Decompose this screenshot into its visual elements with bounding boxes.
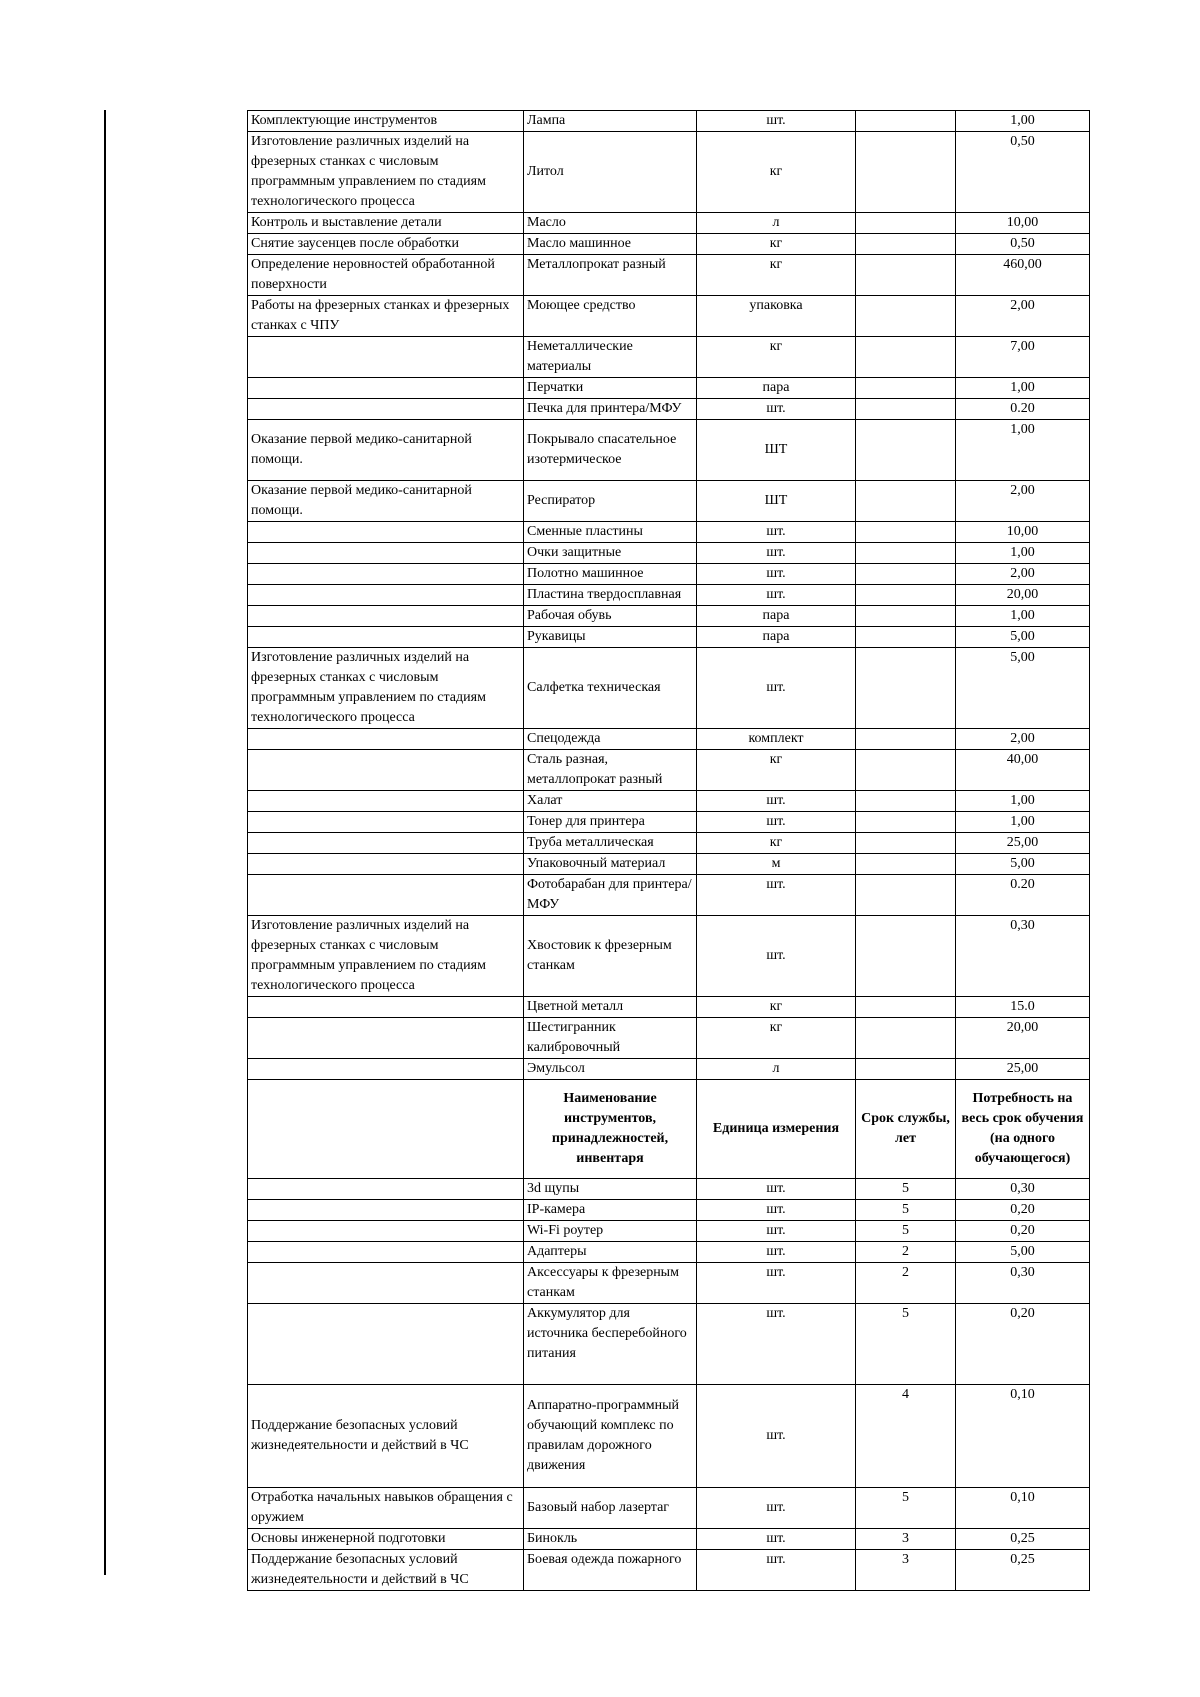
quantity-cell: 5,00 xyxy=(956,1242,1090,1263)
service-life-cell: 5 xyxy=(856,1488,956,1529)
quantity-cell: 1,00 xyxy=(956,543,1090,564)
quantity-cell: 0.20 xyxy=(956,399,1090,420)
service-life-cell xyxy=(856,833,956,854)
quantity-cell: 1,00 xyxy=(956,420,1090,481)
unit-cell: шт. xyxy=(697,564,856,585)
item-name-cell: Тонер для принтера xyxy=(524,812,697,833)
service-life-cell xyxy=(856,399,956,420)
service-life-cell: 3 xyxy=(856,1529,956,1550)
unit-cell: шт. xyxy=(697,875,856,916)
competency-cell xyxy=(248,1263,524,1304)
unit-cell: шт. xyxy=(697,585,856,606)
table-row xyxy=(248,337,1090,378)
item-name-cell: Респиратор xyxy=(524,481,697,522)
service-life-cell: 3 xyxy=(856,1550,956,1591)
service-life-cell xyxy=(856,648,956,729)
table-row xyxy=(248,606,1090,627)
competency-cell: Работы на фрезерных станках и фрезерных станках с ЧПУ xyxy=(248,296,524,337)
service-life-cell xyxy=(856,543,956,564)
unit-cell: кг xyxy=(697,255,856,296)
unit-cell: м xyxy=(697,854,856,875)
item-name-cell: Цветной металл xyxy=(524,997,697,1018)
quantity-cell: 2,00 xyxy=(956,296,1090,337)
quantity-cell: 0,30 xyxy=(956,1179,1090,1200)
service-life-cell xyxy=(856,111,956,132)
service-life-cell: 4 xyxy=(856,1385,956,1488)
item-name-cell: Рукавицы xyxy=(524,627,697,648)
competency-cell xyxy=(248,1059,524,1080)
item-name-cell: Моющее средство xyxy=(524,296,697,337)
table-row xyxy=(248,1242,1090,1263)
competency-cell: Изготовление различных изделий на фрезерных станках с числовым программным управлением по стадиям технологического процесса xyxy=(248,132,524,213)
competency-cell: Основы инженерной подготовки xyxy=(248,1529,524,1550)
item-name-cell: Рабочая обувь xyxy=(524,606,697,627)
service-life-cell xyxy=(856,1059,956,1080)
item-name-cell: Фотобарабан для принтера/МФУ xyxy=(524,875,697,916)
quantity-cell: 0.20 xyxy=(956,875,1090,916)
quantity-cell: 1,00 xyxy=(956,111,1090,132)
unit-cell: шт. xyxy=(697,522,856,543)
item-name-cell: Аксессуары к фрезерным станкам xyxy=(524,1263,697,1304)
service-life-cell xyxy=(856,854,956,875)
unit-cell: шт. xyxy=(697,111,856,132)
service-life-cell: 5 xyxy=(856,1179,956,1200)
table-row xyxy=(248,132,1090,213)
service-life-cell xyxy=(856,296,956,337)
unit-cell: ШТ xyxy=(697,481,856,522)
table-row xyxy=(248,1059,1090,1080)
table-row xyxy=(248,111,1090,132)
quantity-cell: 7,00 xyxy=(956,337,1090,378)
table-row xyxy=(248,522,1090,543)
item-name-cell: Боевая одежда пожарного xyxy=(524,1550,697,1591)
competency-cell xyxy=(248,1304,524,1385)
service-life-cell xyxy=(856,812,956,833)
item-name-cell: Аккумулятор для источника бесперебойного питания xyxy=(524,1304,697,1385)
service-life-cell xyxy=(856,213,956,234)
service-life-cell xyxy=(856,875,956,916)
table-row xyxy=(248,729,1090,750)
item-name-cell: Сталь разная, металлопрокат разный xyxy=(524,750,697,791)
unit-cell: кг xyxy=(697,337,856,378)
competency-cell: Контроль и выставление детали xyxy=(248,213,524,234)
unit-cell: пара xyxy=(697,627,856,648)
quantity-cell: 0,30 xyxy=(956,916,1090,997)
table-row xyxy=(248,648,1090,729)
header-quantity-cell: Потребность на весь срок обучения (на одного обучающегося) xyxy=(956,1080,1090,1179)
service-life-cell xyxy=(856,481,956,522)
quantity-cell: 5,00 xyxy=(956,648,1090,729)
competency-cell xyxy=(248,812,524,833)
competency-cell xyxy=(248,564,524,585)
quantity-cell: 0,20 xyxy=(956,1221,1090,1242)
table-row xyxy=(248,1488,1090,1529)
service-life-cell: 5 xyxy=(856,1304,956,1385)
competency-cell xyxy=(248,378,524,399)
competency-cell xyxy=(248,399,524,420)
competency-cell: Поддержание безопасных условий жизнедеятельности и действий в ЧС xyxy=(248,1550,524,1591)
unit-cell: шт. xyxy=(697,1200,856,1221)
table-row xyxy=(248,875,1090,916)
competency-cell xyxy=(248,875,524,916)
quantity-cell: 1,00 xyxy=(956,606,1090,627)
service-life-cell xyxy=(856,420,956,481)
item-name-cell: Упаковочный материал xyxy=(524,854,697,875)
table-row xyxy=(248,1263,1090,1304)
unit-cell: л xyxy=(697,1059,856,1080)
item-name-cell: Труба металлическая xyxy=(524,833,697,854)
table-row xyxy=(248,1221,1090,1242)
item-name-cell: Лампа xyxy=(524,111,697,132)
service-life-cell: 2 xyxy=(856,1263,956,1304)
competency-cell xyxy=(248,337,524,378)
item-name-cell: 3d щупы xyxy=(524,1179,697,1200)
quantity-cell: 10,00 xyxy=(956,522,1090,543)
unit-cell: кг xyxy=(697,997,856,1018)
quantity-cell: 20,00 xyxy=(956,1018,1090,1059)
competency-cell: Оказание первой медико-санитарной помощи. xyxy=(248,420,524,481)
competency-cell xyxy=(248,854,524,875)
item-name-cell: Аппаратно-программный обучающий комплекс по правилам дорожного движения xyxy=(524,1385,697,1488)
item-name-cell: Литол xyxy=(524,132,697,213)
table-row xyxy=(248,378,1090,399)
quantity-cell: 40,00 xyxy=(956,750,1090,791)
competency-cell xyxy=(248,1179,524,1200)
service-life-cell xyxy=(856,378,956,399)
unit-cell: л xyxy=(697,213,856,234)
table-row xyxy=(248,399,1090,420)
competency-cell: Снятие заусенцев после обработки xyxy=(248,234,524,255)
quantity-cell: 25,00 xyxy=(956,833,1090,854)
item-name-cell: Масло машинное xyxy=(524,234,697,255)
competency-cell xyxy=(248,627,524,648)
unit-cell: кг xyxy=(697,132,856,213)
competency-cell xyxy=(248,522,524,543)
item-name-cell: Эмульсол xyxy=(524,1059,697,1080)
competency-cell: Оказание первой медико-санитарной помощи. xyxy=(248,481,524,522)
service-life-cell xyxy=(856,606,956,627)
item-name-cell: Халат xyxy=(524,791,697,812)
service-life-cell xyxy=(856,627,956,648)
table-row xyxy=(248,564,1090,585)
service-life-cell xyxy=(856,337,956,378)
item-name-cell: Неметаллические материалы xyxy=(524,337,697,378)
item-name-cell: Бинокль xyxy=(524,1529,697,1550)
unit-cell: шт. xyxy=(697,543,856,564)
equipment-table xyxy=(247,110,1090,1591)
service-life-cell: 2 xyxy=(856,1242,956,1263)
table-row xyxy=(248,916,1090,997)
unit-cell: ШТ xyxy=(697,420,856,481)
table-row xyxy=(248,997,1090,1018)
item-name-cell: Салфетка техническая xyxy=(524,648,697,729)
competency-cell xyxy=(248,1018,524,1059)
quantity-cell: 1,00 xyxy=(956,812,1090,833)
competency-cell xyxy=(248,791,524,812)
item-name-cell: Перчатки xyxy=(524,378,697,399)
item-name-cell: Металлопрокат разный xyxy=(524,255,697,296)
competency-cell xyxy=(248,585,524,606)
competency-cell: Комплектующие инструментов xyxy=(248,111,524,132)
table-row xyxy=(248,791,1090,812)
competency-cell xyxy=(248,750,524,791)
service-life-cell xyxy=(856,750,956,791)
item-name-cell: Базовый набор лазертаг xyxy=(524,1488,697,1529)
quantity-cell: 1,00 xyxy=(956,378,1090,399)
unit-cell: шт. xyxy=(697,812,856,833)
service-life-cell xyxy=(856,234,956,255)
quantity-cell: 0,25 xyxy=(956,1529,1090,1550)
item-name-cell: Масло xyxy=(524,213,697,234)
competency-cell xyxy=(248,543,524,564)
header-service-life-cell: Срок службы, лет xyxy=(856,1080,956,1179)
unit-cell: упаковка xyxy=(697,296,856,337)
service-life-cell xyxy=(856,997,956,1018)
table-row xyxy=(248,1385,1090,1488)
quantity-cell: 0,10 xyxy=(956,1488,1090,1529)
competency-cell xyxy=(248,833,524,854)
table-row xyxy=(248,585,1090,606)
unit-cell: кг xyxy=(697,234,856,255)
unit-cell: комплект xyxy=(697,729,856,750)
competency-cell: Изготовление различных изделий на фрезерных станках с числовым программным управлением по стадиям технологического процесса xyxy=(248,916,524,997)
unit-cell: шт. xyxy=(697,1550,856,1591)
service-life-cell xyxy=(856,729,956,750)
table-row xyxy=(248,854,1090,875)
page-margin-line xyxy=(104,110,106,1575)
competency-cell: Поддержание безопасных условий жизнедеятельности и действий в ЧС xyxy=(248,1385,524,1488)
unit-cell: шт. xyxy=(697,916,856,997)
unit-cell: шт. xyxy=(697,1242,856,1263)
table-row xyxy=(248,833,1090,854)
service-life-cell: 5 xyxy=(856,1200,956,1221)
service-life-cell: 5 xyxy=(856,1221,956,1242)
quantity-cell: 0,25 xyxy=(956,1550,1090,1591)
unit-cell: шт. xyxy=(697,1304,856,1385)
item-name-cell: Хвостовик к фрезерным станкам xyxy=(524,916,697,997)
unit-cell: шт. xyxy=(697,1263,856,1304)
unit-cell: шт. xyxy=(697,791,856,812)
service-life-cell xyxy=(856,585,956,606)
table-row xyxy=(248,481,1090,522)
quantity-cell: 2,00 xyxy=(956,729,1090,750)
service-life-cell xyxy=(856,255,956,296)
item-name-cell: Печка для принтера/МФУ xyxy=(524,399,697,420)
table-row xyxy=(248,812,1090,833)
item-name-cell: Пластина твердосплавная xyxy=(524,585,697,606)
quantity-cell: 2,00 xyxy=(956,564,1090,585)
quantity-cell: 20,00 xyxy=(956,585,1090,606)
header-item-name-cell: Наименование инструментов, принадлежностей, инвентаря xyxy=(524,1080,697,1179)
unit-cell: кг xyxy=(697,1018,856,1059)
quantity-cell: 25,00 xyxy=(956,1059,1090,1080)
service-life-cell xyxy=(856,564,956,585)
table-row xyxy=(248,1200,1090,1221)
competency-cell xyxy=(248,1200,524,1221)
table-row xyxy=(248,543,1090,564)
quantity-cell: 0,10 xyxy=(956,1385,1090,1488)
competency-cell xyxy=(248,1221,524,1242)
unit-cell: пара xyxy=(697,606,856,627)
item-name-cell: IP-камера xyxy=(524,1200,697,1221)
item-name-cell: Wi-Fi роутер xyxy=(524,1221,697,1242)
table-row xyxy=(248,750,1090,791)
item-name-cell: Спецодежда xyxy=(524,729,697,750)
table-row xyxy=(248,255,1090,296)
competency-cell: Определение неровностей обработанной поверхности xyxy=(248,255,524,296)
quantity-cell: 5,00 xyxy=(956,854,1090,875)
service-life-cell xyxy=(856,791,956,812)
table-row xyxy=(248,213,1090,234)
service-life-cell xyxy=(856,916,956,997)
unit-cell: кг xyxy=(697,833,856,854)
quantity-cell: 10,00 xyxy=(956,213,1090,234)
table-row xyxy=(248,1018,1090,1059)
competency-cell xyxy=(248,606,524,627)
table-row xyxy=(248,1550,1090,1591)
competency-cell xyxy=(248,997,524,1018)
table-row xyxy=(248,296,1090,337)
unit-cell: пара xyxy=(697,378,856,399)
quantity-cell: 15.0 xyxy=(956,997,1090,1018)
table-row xyxy=(248,1529,1090,1550)
item-name-cell: Очки защитные xyxy=(524,543,697,564)
table-row xyxy=(248,1179,1090,1200)
quantity-cell: 1,00 xyxy=(956,791,1090,812)
unit-cell: шт. xyxy=(697,399,856,420)
item-name-cell: Адаптеры xyxy=(524,1242,697,1263)
quantity-cell: 5,00 xyxy=(956,627,1090,648)
table-row xyxy=(248,420,1090,481)
item-name-cell: Полотно машинное xyxy=(524,564,697,585)
table-row xyxy=(248,1304,1090,1385)
unit-cell: шт. xyxy=(697,1529,856,1550)
competency-cell: Изготовление различных изделий на фрезерных станках с числовым программным управлением по стадиям технологического процесса xyxy=(248,648,524,729)
quantity-cell: 0,50 xyxy=(956,132,1090,213)
quantity-cell: 460,00 xyxy=(956,255,1090,296)
unit-cell: шт. xyxy=(697,1221,856,1242)
unit-cell: шт. xyxy=(697,648,856,729)
header-unit-cell: Единица измерения xyxy=(697,1080,856,1179)
unit-cell: шт. xyxy=(697,1488,856,1529)
unit-cell: кг xyxy=(697,750,856,791)
table-row xyxy=(248,627,1090,648)
quantity-cell: 0,20 xyxy=(956,1200,1090,1221)
item-name-cell: Сменные пластины xyxy=(524,522,697,543)
header-competency-cell xyxy=(248,1080,524,1179)
competency-cell: Отработка начальных навыков обращения с оружием xyxy=(248,1488,524,1529)
quantity-cell: 0,30 xyxy=(956,1263,1090,1304)
competency-cell xyxy=(248,729,524,750)
quantity-cell: 2,00 xyxy=(956,481,1090,522)
item-name-cell: Покрывало спасательное изотермическое xyxy=(524,420,697,481)
service-life-cell xyxy=(856,132,956,213)
item-name-cell: Шестигранник калибровочный xyxy=(524,1018,697,1059)
competency-cell xyxy=(248,1242,524,1263)
quantity-cell: 0,20 xyxy=(956,1304,1090,1385)
table-header-row xyxy=(248,1080,1090,1179)
unit-cell: шт. xyxy=(697,1179,856,1200)
unit-cell: шт. xyxy=(697,1385,856,1488)
table-row xyxy=(248,234,1090,255)
quantity-cell: 0,50 xyxy=(956,234,1090,255)
service-life-cell xyxy=(856,522,956,543)
service-life-cell xyxy=(856,1018,956,1059)
